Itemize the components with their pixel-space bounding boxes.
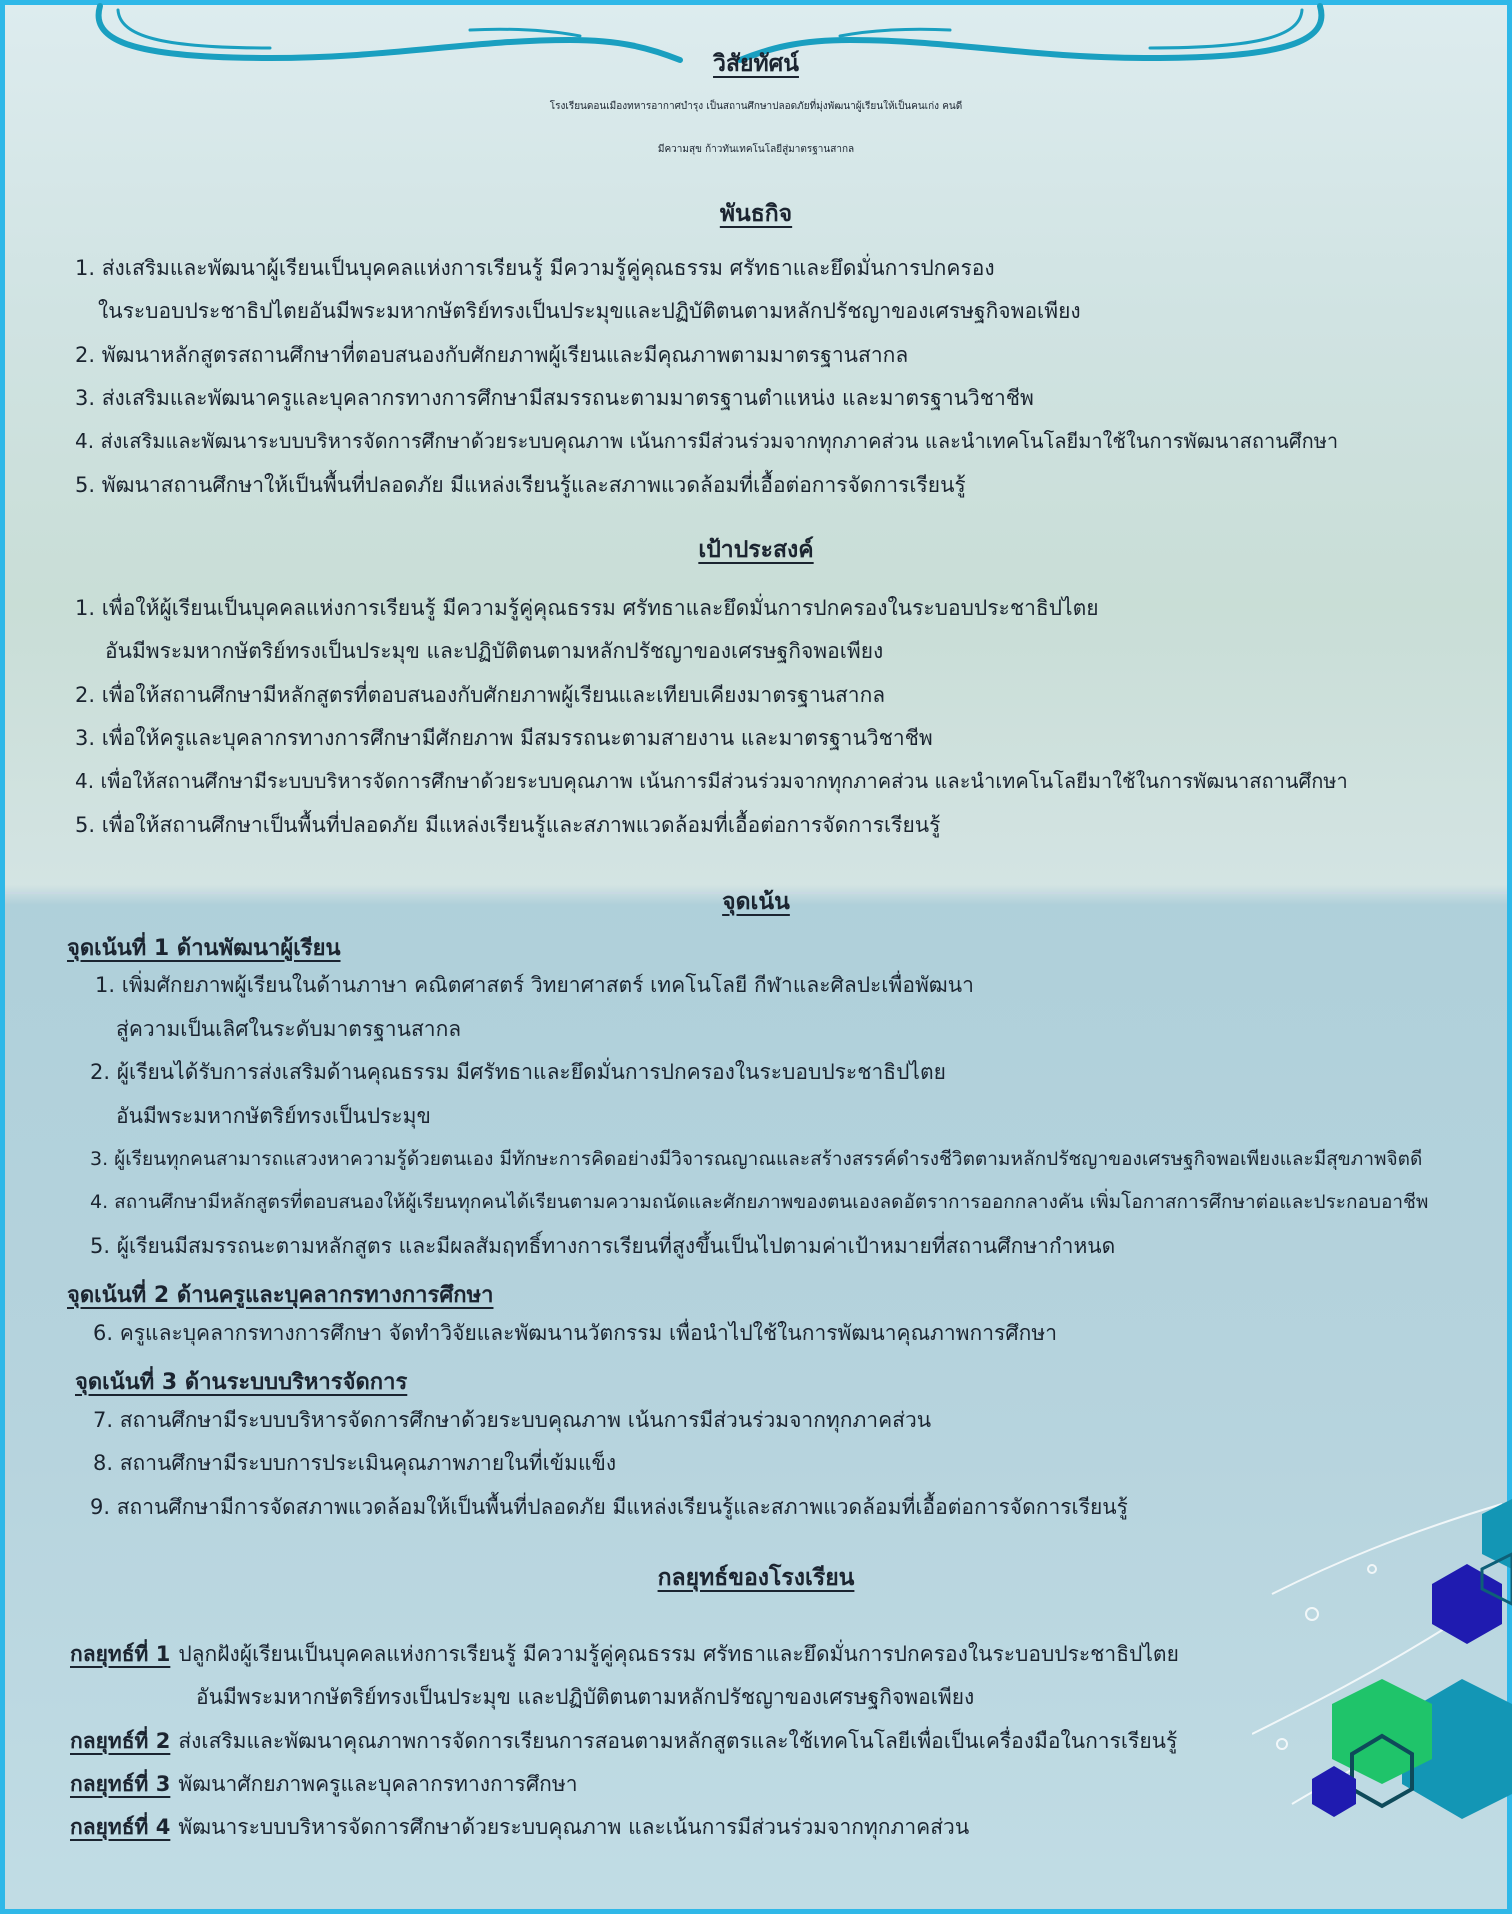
focus-1-item-1-cont: สู่ความเป็นเลิศในระดับมาตรฐานสากล — [116, 1017, 462, 1041]
strategy-text-4: พัฒนาระบบบริหารจัดการศึกษาด้วยระบบคุณภาพ และเน้นการมีส่วนร่วมจากทุกภาคส่วน — [178, 1815, 970, 1839]
goal-item-3: 3. เพื่อให้ครูและบุคลากรทางการศึกษามีศักยภาพ มีสมรรถนะตามสายงาน และมาตรฐานวิชาชีพ — [75, 726, 933, 750]
focus-title: จุดเน้น — [722, 889, 790, 915]
strategy-item-2 — [70, 1729, 1177, 1753]
strategy-item-4 — [70, 1815, 969, 1839]
strategy-text-3: พัฒนาศักยภาพครูและบุคลากรทางการศึกษา — [178, 1772, 578, 1796]
strategy-item-3 — [70, 1772, 578, 1796]
focus-1-item-3: 3. ผู้เรียนทุกคนสามารถแสวงหาความรู้ด้วยตนเอง มีทักษะการคิดอย่างมีวิจารณญาณและสร้างสรรค์ดำรงชีวิตตามหลักปรัชญาของเศรษฐกิจพอเพียงและมีสุขภาพจิตดี — [90, 1148, 1423, 1170]
focus-2-title: จุดเน้นที่ 2 ด้านครูและบุคลากรทางการศึกษา — [67, 1283, 494, 1308]
mission-item-5: 5. พัฒนาสถานศึกษาให้เป็นพื้นที่ปลอดภัย มีแหล่งเรียนรู้และสภาพแวดล้อมที่เอื้อต่อการจัดการเรียนรู้ — [75, 473, 966, 497]
goal-item-2: 2. เพื่อให้สถานศึกษามีหลักสูตรที่ตอบสนองกับศักยภาพผู้เรียนและเทียบเคียงมาตรฐานสากล — [75, 683, 886, 707]
vision-line-2: มีความสุข ก้าวทันเทคโนโลยีสู่มาตรฐานสากล — [657, 144, 855, 155]
goals-title: เป้าประสงค์ — [698, 537, 814, 563]
focus-1-title: จุดเน้นที่ 1 ด้านพัฒนาผู้เรียน — [67, 936, 341, 961]
strategy-text-1-cont: อันมีพระมหากษัตริย์ทรงเป็นประมุข และปฏิบัติตนตามหลักปรัชญาของเศรษฐกิจพอเพียง — [196, 1685, 975, 1709]
focus-3-item-7: 7. สถานศึกษามีระบบบริหารจัดการศึกษาด้วยระบบคุณภาพ เน้นการมีส่วนร่วมจากทุกภาคส่วน — [93, 1408, 932, 1432]
mission-item-4: 4. ส่งเสริมและพัฒนาระบบบริหารจัดการศึกษาด้วยระบบคุณภาพ เน้นการมีส่วนร่วมจากทุกภาคส่วน และนำเทคโนโลยีมาใช้ในการพัฒนาสถานศึกษา — [75, 429, 1339, 453]
mission-title: พันธกิจ — [719, 201, 793, 227]
focus-1-item-1: 1. เพิ่มศักยภาพผู้เรียนในด้านภาษา คณิตศาสตร์ วิทยาศาสตร์ เทคโนโลยี กีฬาและศิลปะเพื่อพัฒนา — [95, 973, 974, 997]
strategy-title: กลยุทธ์ของโรงเรียน — [657, 1565, 855, 1591]
focus-2-item-6: 6. ครูและบุคลากรทางการศึกษา จัดทำวิจัยและพัฒนานวัตกรรม เพื่อนำไปใช้ในการพัฒนาคุณภาพการศึกษา — [93, 1321, 1057, 1345]
mission-item-1-cont: ในระบอบประชาธิปไตยอันมีพระมหากษัตริย์ทรงเป็นประมุขและปฏิบัติตนตามหลักปรัชญาของเศรษฐกิจพอเพียง — [98, 299, 1081, 323]
goal-item-1: 1. เพื่อให้ผู้เรียนเป็นบุคคลแห่งการเรียนรู้ มีความรู้คู่คุณธรรม ศรัทธาและยึดมั่นการปกครองในระบอบประชาธิปไตย — [75, 596, 1099, 620]
strategy-label-4: กลยุทธ์ที่ 4 — [70, 1815, 171, 1839]
strategy-text-2: ส่งเสริมและพัฒนาคุณภาพการจัดการเรียนการสอนตามหลักสูตรและใช้เทคโนโลยีเพื่อเป็นเครื่องมือในการเรียนรู้ — [178, 1729, 1178, 1753]
strategy-label-2: กลยุทธ์ที่ 2 — [70, 1729, 171, 1753]
strategy-label-1: กลยุทธ์ที่ 1 — [70, 1642, 171, 1666]
focus-3-item-9: 9. สถานศึกษามีการจัดสภาพแวดล้อมให้เป็นพื้นที่ปลอดภัย มีแหล่งเรียนรู้และสภาพแวดล้อมที่เอื้อต่อการจัดการเรียนรู้ — [90, 1495, 1128, 1519]
vision-title: วิสัยทัศน์ — [713, 51, 799, 77]
focus-1-item-2: 2. ผู้เรียนได้รับการส่งเสริมด้านคุณธรรม มีศรัทธาและยึดมั่นการปกครองในระบอบประชาธิปไตย — [90, 1060, 946, 1084]
goal-item-5: 5. เพื่อให้สถานศึกษาเป็นพื้นที่ปลอดภัย มีแหล่งเรียนรู้และสภาพแวดล้อมที่เอื้อต่อการจัดการเรียนรู้ — [75, 813, 941, 837]
focus-1-item-4: 4. สถานศึกษามีหลักสูตรที่ตอบสนองให้ผู้เรียนทุกคนได้เรียนตามความถนัดและศักยภาพของตนเองลดอัตราการออกกลางคัน เพิ่มโอกาสการศึกษาต่อและประกอบอาชีพ — [90, 1191, 1429, 1213]
vision-line-1: โรงเรียนดอนเมืองทหารอากาศบำรุง เป็นสถานศึกษาปลอดภัยที่มุ่งพัฒนาผู้เรียนให้เป็นคนเก่ง คนดี — [549, 101, 963, 112]
focus-3-item-8: 8. สถานศึกษามีระบบการประเมินคุณภาพภายในที่เข้มแข็ง — [93, 1451, 617, 1475]
strategy-text-1: ปลูกฝังผู้เรียนเป็นบุคคลแห่งการเรียนรู้ มีความรู้คู่คุณธรรม ศรัทธาและยึดมั่นการปกครองในระบอบประชาธิปไตย — [178, 1642, 1179, 1666]
mission-item-3: 3. ส่งเสริมและพัฒนาครูและบุคลากรทางการศึกษามีสมรรถนะตามมาตรฐานตำแหน่ง และมาตรฐานวิชาชีพ — [75, 386, 1034, 410]
focus-1-item-5: 5. ผู้เรียนมีสมรรถนะตามหลักสูตร และมีผลสัมฤทธิ์ทางการเรียนที่สูงขึ้นเป็นไปตามค่าเป้าหมายที่สถานศึกษากำหนด — [90, 1234, 1116, 1258]
goal-item-4: 4. เพื่อให้สถานศึกษามีระบบบริหารจัดการศึกษาด้วยระบบคุณภาพ เน้นการมีส่วนร่วมจากทุกภาคส่วน และนำเทคโนโลยีมาใช้ในการพัฒนาสถานศึกษา — [75, 769, 1348, 793]
goal-item-1-cont: อันมีพระมหากษัตริย์ทรงเป็นประมุข และปฏิบัติตนตามหลักปรัชญาของเศรษฐกิจพอเพียง — [105, 639, 884, 663]
strategy-label-3: กลยุทธ์ที่ 3 — [70, 1772, 171, 1796]
hexagon-decoration — [1252, 1474, 1512, 1854]
mission-item-1: 1. ส่งเสริมและพัฒนาผู้เรียนเป็นบุคคลแห่งการเรียนรู้ มีความรู้คู่คุณธรรม ศรัทธาและยึดมั่นการปกครอง — [75, 256, 995, 280]
mission-item-2: 2. พัฒนาหลักสูตรสถานศึกษาที่ตอบสนองกับศักยภาพผู้เรียนและมีคุณภาพตามมาตรฐานสากล — [75, 343, 909, 367]
focus-3-title: จุดเน้นที่ 3 ด้านระบบบริหารจัดการ — [75, 1370, 408, 1395]
focus-1-item-2-cont: อันมีพระมหากษัตริย์ทรงเป็นประมุข — [116, 1104, 431, 1128]
strategy-item-1 — [70, 1642, 1179, 1666]
